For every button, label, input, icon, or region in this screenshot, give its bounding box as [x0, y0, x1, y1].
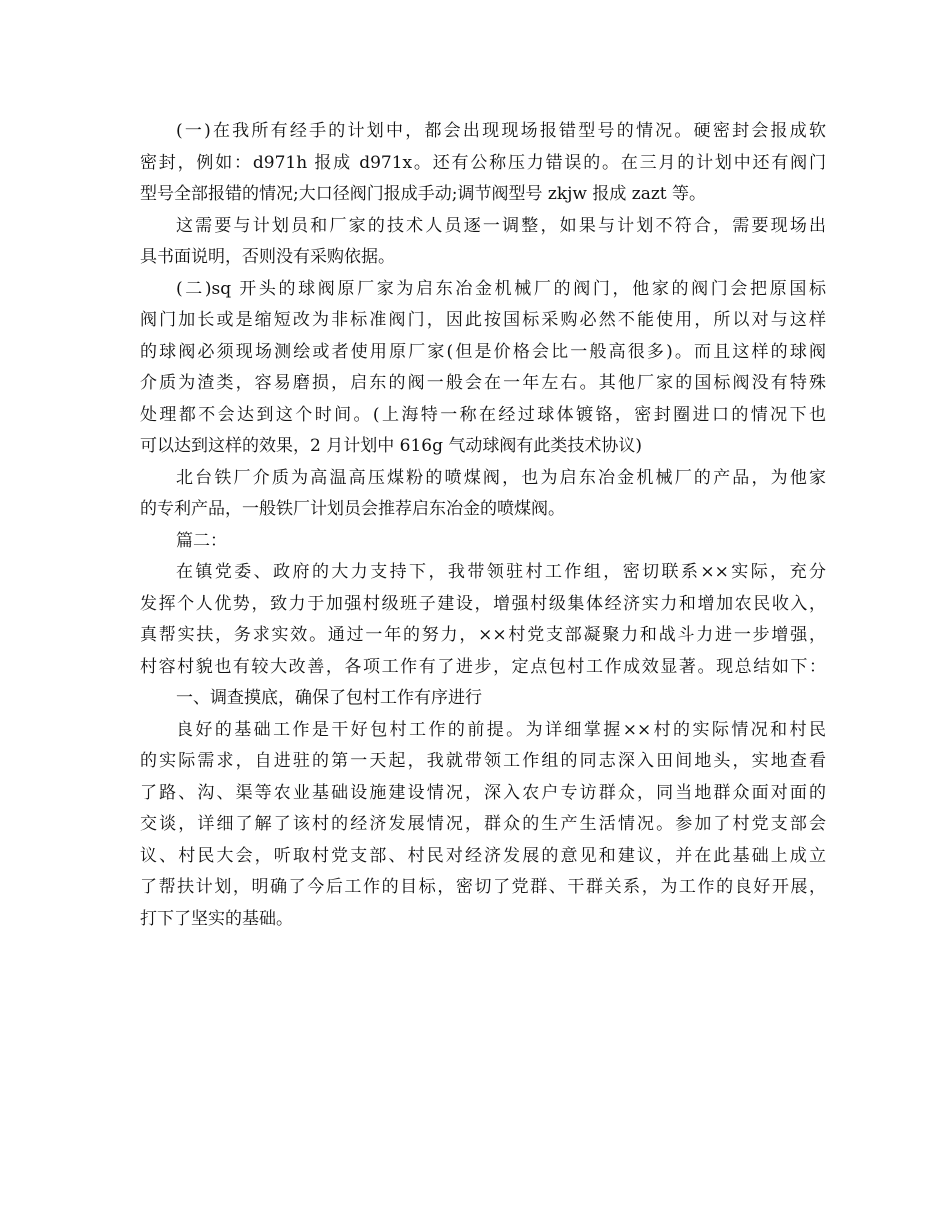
text-line: (一)在我所有经手的计划中，都会出现现场报错型号的情况。硬密封会报成软	[176, 121, 826, 141]
text-line: 的专利产品，一般铁厂计划员会推荐启东冶金的喷煤阀。	[140, 499, 565, 519]
text-line: 村容村貌也有较大改善，各项工作有了进步，定点包村工作成效显著。现总结如下：	[140, 656, 826, 677]
document-body	[140, 116, 826, 935]
text-line: 处理都不会达到这个时间。(上海特一称在经过球体镀铬，密封圈进口的情况下也	[140, 404, 826, 425]
text-line: 良好的基础工作是干好包村工作的前提。为详细掌握××村的实际情况和村民	[176, 719, 826, 740]
section-heading: 篇二：	[176, 530, 227, 551]
text-line: 这需要与计划员和厂家的技术人员逐一调整，如果与计划不符合，需要现场出	[176, 215, 826, 236]
text-line: 密封，例如：d971h 报成 d971x。还有公称压力错误的。在三月的计划中还有阀门	[140, 152, 826, 173]
text-line: 型号全部报错的情况;大口径阀门报成手动;调节阀型号 zkjw 报成 zazt 等。	[140, 184, 707, 204]
paragraph-4	[140, 463, 826, 526]
text-line: 打下了坚实的基础。	[140, 908, 293, 929]
text-line: 的实际需求，自进驻的第一天起，我就带领工作组的同志深入田间地头，实地查看	[140, 751, 826, 771]
paragraph-1	[140, 116, 826, 211]
text-line: 具书面说明，否则没有采购依据。	[140, 247, 395, 267]
text-line: 可以达到这样的效果，2 月计划中 616g 气动球阀有此类技术协议)	[140, 436, 642, 456]
paragraph-5	[140, 557, 826, 683]
text-line: 在镇党委、政府的大力支持下，我带领驻村工作组，密切联系××实际，充分	[176, 562, 826, 582]
text-line: 了帮扶计划，明确了今后工作的目标，密切了党群、干群关系，为工作的良好开展，	[140, 877, 826, 897]
subheading-survey	[140, 683, 826, 715]
paragraph-6	[140, 715, 826, 936]
section-heading-part-two	[140, 526, 826, 558]
paragraph-2	[140, 211, 826, 274]
text-line: 议、村民大会，听取村党支部、村民对经济发展的意见和建议，并在此基础上成立	[140, 845, 826, 866]
text-line: 阀门加长或是缩短改为非标准阀门，因此按国标采购必然不能使用，所以对与这样	[140, 310, 826, 330]
text-line: (二)sq 开头的球阀原厂家为启东冶金机械厂的阀门，他家的阀门会把原国标	[176, 278, 826, 299]
text-line: 发挥个人优势，致力于加强村级班子建设，增强村级集体经济实力和增加农民收入，	[140, 593, 826, 614]
text-line: 的球阀必须现场测绘或者使用原厂家(但是价格会比一般高很多)。而且这样的球阀	[140, 341, 826, 362]
paragraph-3	[140, 274, 826, 463]
text-line: 真帮实扶，务求实效。通过一年的努力，××村党支部凝聚力和战斗力进一步增强，	[140, 625, 826, 645]
text-line: 北台铁厂介质为高温高压煤粉的喷煤阀，也为启东冶金机械厂的产品，为他家	[176, 467, 826, 488]
text-line: 了路、沟、渠等农业基础设施建设情况，深入农户专访群众，同当地群众面对面的	[140, 782, 826, 803]
subheading: 一、调查摸底，确保了包村工作有序进行	[176, 688, 482, 708]
text-line: 交谈，详细了解了该村的经济发展情况，群众的生产生活情况。参加了村党支部会	[140, 814, 826, 834]
text-line: 介质为渣类，容易磨损，启东的阀一般会在一年左右。其他厂家的国标阀没有特殊	[140, 373, 826, 393]
